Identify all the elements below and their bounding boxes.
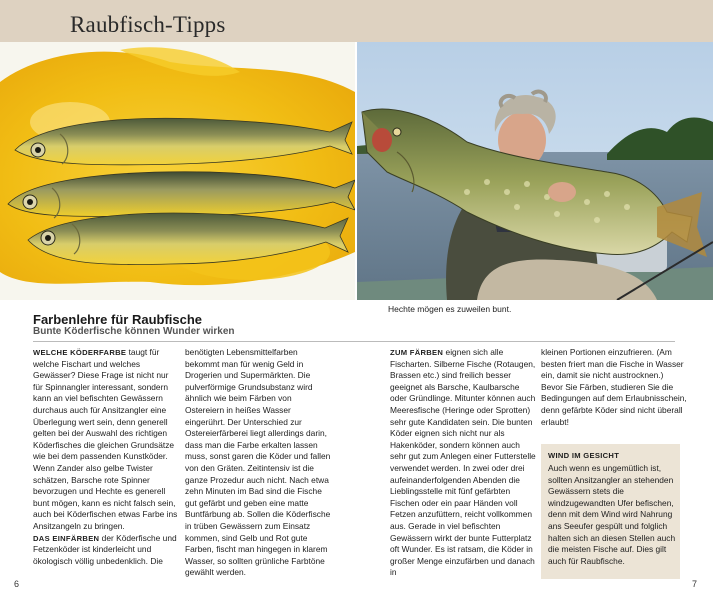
paragraph-koederfarbe [33,347,179,533]
paragraph-text: kleinen Portionen einzufrieren. (Am besten friert man die Fische in Wasser ein, damit sie nicht austrocknen.) Bevor Sie Färben, studieren Sie die Bedingungen auf dem Erlaubnisschein, denn gefärbte Köder sind nicht überall erlaubt! [541,347,687,427]
paragraph-text: der Köderfische und Fetzenköder ist kinderleicht und ökologisch völlig unbedenklich. Die [33,532,177,566]
text-column-2 [185,347,331,579]
text-column-4 [541,347,687,428]
tip-box-text: Auch wenn es ungemütlich ist, sollten Ansitzangler an stehenden Gewässern stets die windzugewandten Ufer befischen, denn mit dem Wind wird Nahrung ans Seeufer gespült und folglich halten sich an diesen Stellen auch die meisten Fische auf. Dies gilt auch für Raubfische. [548,463,676,566]
baitfish-illustration [0,42,355,300]
page-number-left: 6 [14,579,20,589]
paragraph-heading: ZUM FÄRBEN [390,348,444,357]
photo-caption: Hechte mögen es zuweilen bunt. [388,304,512,314]
page-header [0,0,713,42]
text-column-3 [390,347,536,579]
section-subtitle: Bunte Köderfische können Wunder wirken [33,326,235,337]
section-title: Farbenlehre für Raubfische [33,312,203,327]
paragraph-zum-faerben [390,347,536,579]
angler-with-pike-photo [357,42,713,300]
paragraph-einfaerben [33,533,179,568]
paragraph-heading: WELCHE KÖDERFARBE [33,348,127,357]
angler-illustration [357,42,713,300]
text-column-1 [33,347,179,567]
tip-box [541,444,680,579]
paragraph-heading: DAS EINFÄRBEN [33,533,100,543]
paragraph-text: eignen sich alle Fischarten. Silberne Fische (Rotaugen, Brassen etc.) sind freilich besser geeignet als Barsche, Kaulbarsche oder Gründlinge. Mitunter können auch Meeresfische (Heringe oder Sprotten) sehr gute Kandidaten sein. Die bunten Köder eignen sich nicht nur als Hakenköder, sondern können auch sehr gut zum Anlegen einer Futterstelle verwendet werden. In zwei oder drei aufeinanderfolgenden Abenden die Lieblingsstelle mit fünf gefärbten Fischen oder ein paar Händen voll Fetzen anzufüttern, reicht vollkommen aus. Gerade in viel befischten Gewässern wirkt der bunte Futterplatz oft Wunder. Es ist ratsam, die Köder in großer Menge einzufärben und danach in [390,347,536,578]
section-divider [33,341,675,342]
paragraph-text: benötigten Lebensmittelfarben bekommt man für wenig Geld in Drogerien und Supermärkten. Die pulverförmige Grundsubstanz wird ähnlich wie beim Färben von Ostereiern in heißes Wasser eingerührt. Der Unterschied zur Ostereierfärberei liegt allerdings darin, dass man die Farbe erkalten lassen muss, sonst garen die Köder und fallen von den Gräten. Zeitintensiv ist die ganze Prozedur auch nicht. Nach etwa zehn Minuten im Bad sind die Fische gut gefärbt und geben eine matte Buntfärbung ab. Sollen die Köderfische in trüben Gewässern zum Einsatz kommen, sind Gelb und Rot gute Farben, fischt man hingegen in klarem Wasser, so sollten grünliche Farbtöne gewählt werden. [185,347,331,578]
paragraph-text: taugt für welche Fischart und welches Gewässer? Diese Frage ist nicht nur für Spinnangler interessant, sondern kann an viel befischten Gewässern durchaus auch für Ansitzangler eine Überlegung wert sein, denn generell gelten bei der Auswahl des richtigen Köderfisches die gleichen Grundsätze wie bei dem passenden Kunstköder. Wenn Zander also gelbe Twister schätzen, Barsche rote Spinner bevorzugen und Hechte es generell bunt mögen, kann es nicht falsch sein, auch bei Köderfischen etwas Farbe ins Ansitzangeln zu bringen. [33,347,178,531]
baitfish-photo [0,42,355,300]
tip-box-title: WIND IM GESICHT [548,451,620,460]
page-title: Raubfisch-Tipps [70,12,226,37]
page-number-right: 7 [692,579,698,589]
